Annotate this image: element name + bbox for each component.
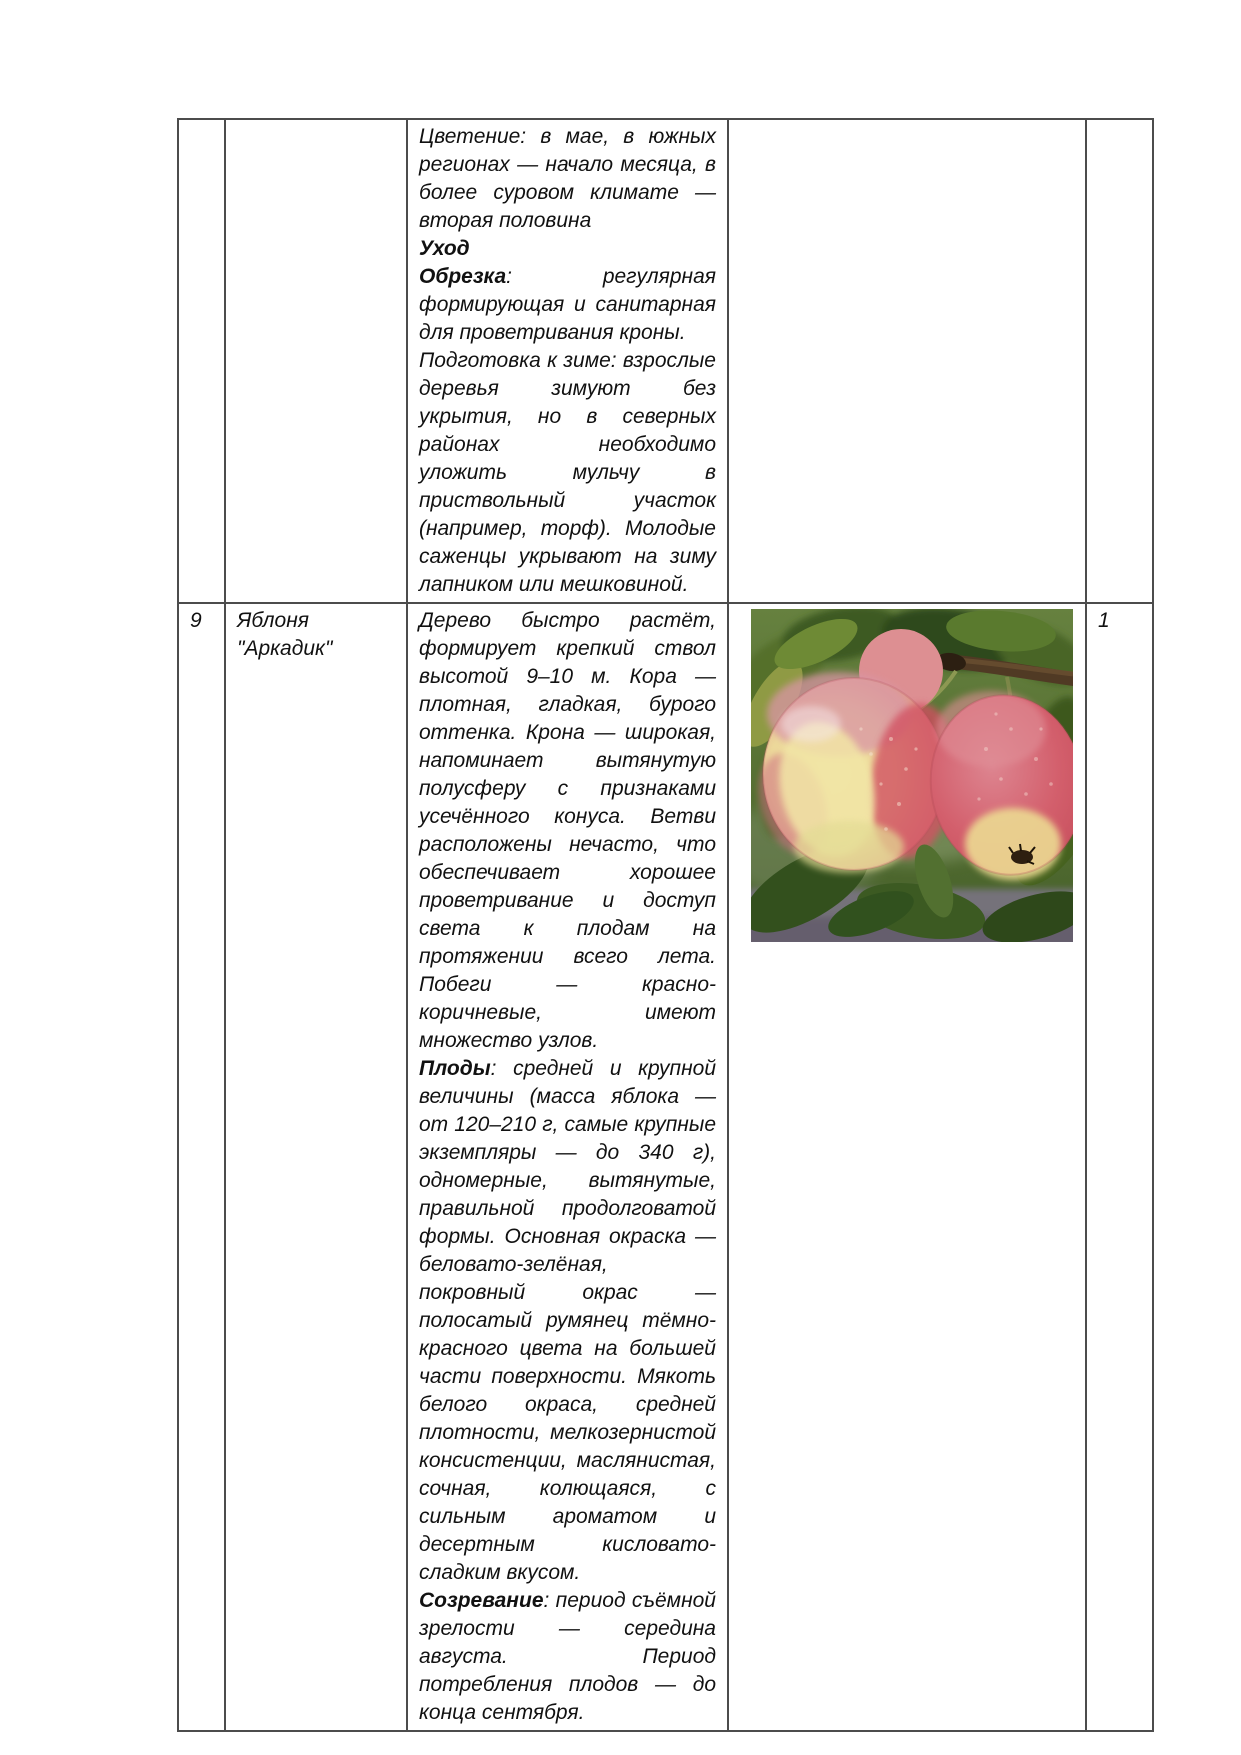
photo-cell <box>728 603 1086 1731</box>
quantity-cell <box>1086 119 1153 603</box>
text-run: Дерево быстро растёт, формирует крепкий ствол высотой 9–10 м. Кора — плотная, гладкая, бурого оттенка. Крона — широкая, напоминает вытянутую полусферу с признаками усечённого конуса. Ветви расположены нечасто, что обеспечивает хорошее проветривание и доступ света к плодам на протяжении всего лета. Побеги — красно-коричневые, имеют множество узлов. <box>419 609 716 1052</box>
text-run-bold: Плоды <box>419 1057 491 1080</box>
text-run-bold: Созревание <box>419 1589 544 1612</box>
description-cell <box>407 603 728 1731</box>
description-cell <box>407 119 728 603</box>
apples-photo-illustration <box>751 609 1073 942</box>
text-run-bold: Уход <box>419 237 470 260</box>
plant-name-cell <box>225 603 407 1731</box>
paragraph-fruits-color <box>419 1279 716 1587</box>
text-run: Цветение: в мае, в южных регионах — начало месяца, в более суровом климате — вторая половина <box>419 125 716 232</box>
table-row-9 <box>178 603 1153 1731</box>
row-number: 9 <box>190 609 202 632</box>
text-run: Подготовка к зиме: взрослые деревья зимуют без укрытия, но в северных районах необходимо уложить мульчу в приствольный участок (например, торф). Молодые саженцы укрывают на зиму лапником или мешковиной. <box>419 349 716 596</box>
text-run: : средней и крупной величины (масса яблока — от 120–210 г, самые крупные экземпляры — до 340 г), одномерные, вытянутые, правильной продолговатой формы. Основная окраска — беловато-зелёная, <box>419 1057 716 1276</box>
two-apples-on-branch-photo <box>751 609 1073 942</box>
text-run: : период съёмной зрелости — середина августа. Период потребления плодов — до конца сентября. <box>419 1589 716 1724</box>
photo-cell <box>728 119 1086 603</box>
quantity-cell <box>1086 603 1153 1731</box>
plant-name-line2: "Аркадик" <box>237 637 333 660</box>
paragraph-care-heading <box>419 235 716 263</box>
row-number-cell <box>178 119 225 603</box>
text-run: : регулярная формирующая и санитарная для проветривания кроны. <box>419 265 716 344</box>
text-run-bold: Обрезка <box>419 265 507 288</box>
paragraph-flowering <box>419 123 716 235</box>
table-row-continuation <box>178 119 1153 603</box>
quantity-value: 1 <box>1098 609 1110 632</box>
paragraph-tree <box>419 607 716 1055</box>
paragraph-winter <box>419 347 716 599</box>
plants-table <box>177 118 1154 1732</box>
plant-name-line1: Яблоня <box>237 609 309 632</box>
plant-name-cell <box>225 119 407 603</box>
paragraph-fruits <box>419 1055 716 1279</box>
paragraph-pruning <box>419 263 716 347</box>
text-run: покровный окрас — полосатый румянец тёмно-красного цвета на большей части поверхности. Мякоть белого окраса, средней плотности, мелкозернистой консистенции, маслянистая, сочная, колющаяся, с сильным ароматом и десертным кисловато-сладким вкусом. <box>419 1281 716 1584</box>
row-number-cell <box>178 603 225 1731</box>
paragraph-ripening <box>419 1587 716 1727</box>
